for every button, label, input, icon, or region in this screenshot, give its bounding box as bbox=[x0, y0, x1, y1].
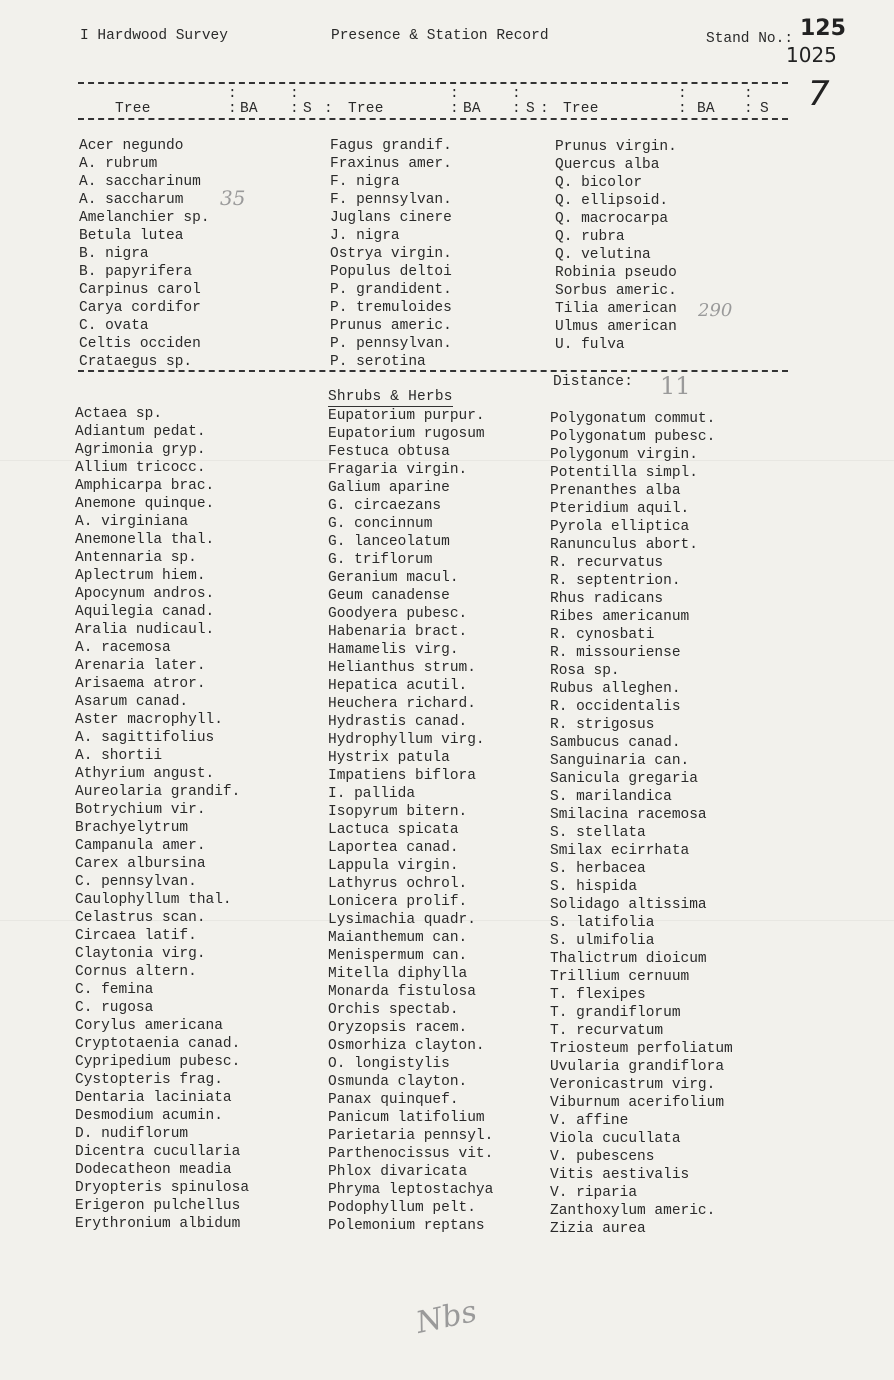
species-name: Tilia american bbox=[555, 301, 677, 317]
col-header-s: S bbox=[760, 101, 769, 117]
species-name: Prunus virgin. bbox=[555, 139, 677, 155]
species-name: S. herbacea bbox=[550, 861, 646, 877]
species-name: B. nigra bbox=[79, 246, 149, 262]
stand-label: Stand No.: bbox=[706, 31, 794, 47]
species-name: Phryma leptostachya bbox=[328, 1182, 494, 1198]
species-name: Circaea latif. bbox=[75, 928, 197, 944]
species-name: Heuchera richard. bbox=[328, 696, 476, 712]
pencil-distance-value: 11 bbox=[660, 372, 691, 400]
species-name: Sanicula gregaria bbox=[550, 771, 698, 787]
species-name: Festuca obtusa bbox=[328, 444, 450, 460]
header-rule-top bbox=[78, 82, 788, 84]
species-name: Parthenocissus vit. bbox=[328, 1146, 494, 1162]
species-name: Polygonatum commut. bbox=[550, 411, 716, 427]
pencil-ba-value: 35 bbox=[220, 186, 246, 210]
col-header-ba: BA bbox=[463, 101, 481, 117]
species-name: B. papyrifera bbox=[79, 264, 193, 280]
col-sep: : bbox=[744, 101, 753, 117]
species-name: U. fulva bbox=[555, 337, 625, 353]
col-sep-dots: : bbox=[450, 86, 459, 102]
col-sep-dots: : bbox=[512, 86, 521, 102]
species-name: C. femina bbox=[75, 982, 154, 998]
shrubs-herbs-heading: Shrubs & Herbs bbox=[328, 389, 453, 405]
species-name: Cornus altern. bbox=[75, 964, 197, 980]
species-name: Geum canadense bbox=[328, 588, 450, 604]
species-name: Solidago altissima bbox=[550, 897, 707, 913]
species-name: Dodecatheon meadia bbox=[75, 1162, 232, 1178]
col-header-tree: Tree bbox=[348, 101, 384, 117]
species-name: T. grandiflorum bbox=[550, 1005, 681, 1021]
species-name: Panax quinquef. bbox=[328, 1092, 459, 1108]
survey-title: I Hardwood Survey bbox=[80, 28, 228, 44]
species-name: Dicentra cucullaria bbox=[75, 1144, 241, 1160]
species-name: Pyrola elliptica bbox=[550, 519, 690, 535]
species-name: Ribes americanum bbox=[550, 609, 690, 625]
species-name: S. stellata bbox=[550, 825, 646, 841]
species-name: Lonicera prolif. bbox=[328, 894, 468, 910]
tree-column-2 bbox=[330, 137, 452, 371]
species-name: Menispermum can. bbox=[328, 948, 468, 964]
species-name: Panicum latifolium bbox=[328, 1110, 485, 1126]
species-name: Lathyrus ochrol. bbox=[328, 876, 468, 892]
col-sep: : bbox=[290, 101, 299, 117]
species-name: Zanthoxylum americ. bbox=[550, 1203, 716, 1219]
species-name: Carya cordifor bbox=[79, 300, 201, 316]
stand-number-alt: 1025 bbox=[786, 43, 837, 67]
species-name: S. marilandica bbox=[550, 789, 672, 805]
species-name: Anemonella thal. bbox=[75, 532, 215, 548]
col-header-tree: Tree bbox=[563, 101, 599, 117]
col-header-ba: BA bbox=[697, 101, 715, 117]
col-sep: : bbox=[512, 101, 521, 117]
col-sep: : bbox=[324, 101, 333, 117]
species-name: O. longistylis bbox=[328, 1056, 450, 1072]
species-name: Dryopteris spinulosa bbox=[75, 1180, 250, 1196]
species-name: Smilax ecirrhata bbox=[550, 843, 690, 859]
herb-column-2 bbox=[328, 407, 493, 1235]
species-name: Cystopteris frag. bbox=[75, 1072, 223, 1088]
species-name: Quercus alba bbox=[555, 157, 660, 173]
species-name: Q. velutina bbox=[555, 247, 651, 263]
species-name: Amphicarpa brac. bbox=[75, 478, 215, 494]
species-name: Claytonia virg. bbox=[75, 946, 206, 962]
species-name: Desmodium acumin. bbox=[75, 1108, 223, 1124]
col-sep: : bbox=[450, 101, 459, 117]
stand-number: 125 bbox=[800, 16, 846, 41]
species-name: V. riparia bbox=[550, 1185, 638, 1201]
species-name: Botrychium vir. bbox=[75, 802, 206, 818]
species-name: J. nigra bbox=[330, 228, 400, 244]
col-sep-dots: : bbox=[744, 86, 753, 102]
species-name: Fagus grandif. bbox=[330, 138, 452, 154]
species-name: Sorbus americ. bbox=[555, 283, 677, 299]
species-name: Aster macrophyll. bbox=[75, 712, 223, 728]
species-name: Impatiens biflora bbox=[328, 768, 476, 784]
species-name: Helianthus strum. bbox=[328, 660, 476, 676]
species-name: Asarum canad. bbox=[75, 694, 189, 710]
species-name: Smilacina racemosa bbox=[550, 807, 707, 823]
species-name: Betula lutea bbox=[79, 228, 184, 244]
col-sep: : bbox=[678, 101, 687, 117]
species-name: Cryptotaenia canad. bbox=[75, 1036, 241, 1052]
species-name: P. tremuloides bbox=[330, 300, 452, 316]
species-name: Q. macrocarpa bbox=[555, 211, 669, 227]
species-name: Polygonum virgin. bbox=[550, 447, 698, 463]
species-name: C. rugosa bbox=[75, 1000, 154, 1016]
species-name: Potentilla simpl. bbox=[550, 465, 698, 481]
species-name: Prunus americ. bbox=[330, 318, 452, 334]
species-name: P. serotina bbox=[330, 354, 426, 370]
species-name: Veronicastrum virg. bbox=[550, 1077, 716, 1093]
stand-extra-mark: 7 bbox=[808, 74, 830, 114]
species-name: Amelanchier sp. bbox=[79, 210, 210, 226]
species-name: Osmorhiza clayton. bbox=[328, 1038, 485, 1054]
species-name: Celtis occiden bbox=[79, 336, 201, 352]
species-name: Lappula virgin. bbox=[328, 858, 459, 874]
species-name: Maianthemum can. bbox=[328, 930, 468, 946]
species-name: P. pennsylvan. bbox=[330, 336, 452, 352]
species-name: Aplectrum hiem. bbox=[75, 568, 206, 584]
species-name: T. flexipes bbox=[550, 987, 646, 1003]
col-sep-dots: : bbox=[290, 86, 299, 102]
species-name: Q. bicolor bbox=[555, 175, 643, 191]
species-name: D. nudiflorum bbox=[75, 1126, 189, 1142]
pencil-ba-value: 290 bbox=[698, 300, 733, 321]
species-name: Carex albursina bbox=[75, 856, 206, 872]
species-name: Habenaria bract. bbox=[328, 624, 468, 640]
species-name: Orchis spectab. bbox=[328, 1002, 459, 1018]
species-name: I. pallida bbox=[328, 786, 416, 802]
species-name: Hamamelis virg. bbox=[328, 642, 459, 658]
species-name: Triosteum perfoliatum bbox=[550, 1041, 733, 1057]
species-name: T. recurvatum bbox=[550, 1023, 664, 1039]
species-name: Eupatorium purpur. bbox=[328, 408, 485, 424]
col-header-ba: BA bbox=[240, 101, 258, 117]
species-name: Brachyelytrum bbox=[75, 820, 189, 836]
species-name: A. sagittifolius bbox=[75, 730, 215, 746]
species-name: G. triflorum bbox=[328, 552, 433, 568]
header-rule-bottom bbox=[78, 118, 788, 120]
species-name: Carpinus carol bbox=[79, 282, 201, 298]
species-name: Rubus alleghen. bbox=[550, 681, 681, 697]
species-name: Ranunculus abort. bbox=[550, 537, 698, 553]
species-name: Juglans cinere bbox=[330, 210, 452, 226]
species-name: Aquilegia canad. bbox=[75, 604, 215, 620]
species-name: Trillium cernuum bbox=[550, 969, 690, 985]
species-name: Osmunda clayton. bbox=[328, 1074, 468, 1090]
species-name: Thalictrum dioicum bbox=[550, 951, 707, 967]
species-name: Hydrophyllum virg. bbox=[328, 732, 485, 748]
species-name: Mitella diphylla bbox=[328, 966, 468, 982]
species-name: Prenanthes alba bbox=[550, 483, 681, 499]
species-name: Lactuca spicata bbox=[328, 822, 459, 838]
col-sep: : bbox=[540, 101, 549, 117]
species-name: Hystrix patula bbox=[328, 750, 450, 766]
species-name: Apocynum andros. bbox=[75, 586, 215, 602]
col-sep: : bbox=[228, 101, 237, 117]
species-name: Antennaria sp. bbox=[75, 550, 197, 566]
species-name: Geranium macul. bbox=[328, 570, 459, 586]
species-name: A. saccharum bbox=[79, 192, 184, 208]
species-name: Adiantum pedat. bbox=[75, 424, 206, 440]
species-name: Athyrium angust. bbox=[75, 766, 215, 782]
species-name: V. affine bbox=[550, 1113, 629, 1129]
species-name: Q. rubra bbox=[555, 229, 625, 245]
species-name: Caulophyllum thal. bbox=[75, 892, 232, 908]
species-name: R. recurvatus bbox=[550, 555, 664, 571]
species-name: Ostrya virgin. bbox=[330, 246, 452, 262]
species-name: G. concinnum bbox=[328, 516, 433, 532]
species-name: Crataegus sp. bbox=[79, 354, 193, 370]
species-name: Ulmus american bbox=[555, 319, 677, 335]
species-name: P. grandident. bbox=[330, 282, 452, 298]
record-title: Presence & Station Record bbox=[331, 28, 549, 44]
species-name: R. missouriense bbox=[550, 645, 681, 661]
species-name: A. saccharinum bbox=[79, 174, 201, 190]
species-name: R. strigosus bbox=[550, 717, 655, 733]
species-name: Allium tricocc. bbox=[75, 460, 206, 476]
species-name: Robinia pseudo bbox=[555, 265, 677, 281]
species-name: Viburnum acerifolium bbox=[550, 1095, 725, 1111]
species-name: Podophyllum pelt. bbox=[328, 1200, 476, 1216]
species-name: Populus deltoi bbox=[330, 264, 452, 280]
tree-column-1 bbox=[79, 137, 210, 371]
species-name: Arisaema atror. bbox=[75, 676, 206, 692]
species-name: F. pennsylvan. bbox=[330, 192, 452, 208]
species-name: Vitis aestivalis bbox=[550, 1167, 690, 1183]
species-name: A. virginiana bbox=[75, 514, 189, 530]
species-name: Rhus radicans bbox=[550, 591, 664, 607]
species-name: Laportea canad. bbox=[328, 840, 459, 856]
pencil-bottom-note: Nbs bbox=[413, 1294, 480, 1341]
species-name: C. ovata bbox=[79, 318, 149, 334]
herb-column-1 bbox=[75, 405, 249, 1233]
species-name: Cypripedium pubesc. bbox=[75, 1054, 241, 1070]
species-name: Fragaria virgin. bbox=[328, 462, 468, 478]
col-header-s: S bbox=[303, 101, 312, 117]
col-header-s: S bbox=[526, 101, 535, 117]
species-name: G. circaezans bbox=[328, 498, 442, 514]
species-name: Monarda fistulosa bbox=[328, 984, 476, 1000]
species-name: Erigeron pulchellus bbox=[75, 1198, 241, 1214]
species-name: R. septentrion. bbox=[550, 573, 681, 589]
species-name: Pteridium aquil. bbox=[550, 501, 690, 517]
species-name: Celastrus scan. bbox=[75, 910, 206, 926]
col-header-tree: Tree bbox=[115, 101, 151, 117]
species-name: Anemone quinque. bbox=[75, 496, 215, 512]
col-sep-dots: : bbox=[228, 86, 237, 102]
species-name: Goodyera pubesc. bbox=[328, 606, 468, 622]
species-name: S. hispida bbox=[550, 879, 638, 895]
species-name: R. cynosbati bbox=[550, 627, 655, 643]
species-name: Galium aparine bbox=[328, 480, 450, 496]
species-name: Eupatorium rugosum bbox=[328, 426, 485, 442]
species-name: Fraxinus amer. bbox=[330, 156, 452, 172]
species-name: Erythronium albidum bbox=[75, 1216, 241, 1232]
species-name: S. latifolia bbox=[550, 915, 655, 931]
species-name: C. pennsylvan. bbox=[75, 874, 197, 890]
species-name: Uvularia grandiflora bbox=[550, 1059, 725, 1075]
species-name: Sanguinaria can. bbox=[550, 753, 690, 769]
species-name: Rosa sp. bbox=[550, 663, 620, 679]
species-name: Polemonium reptans bbox=[328, 1218, 485, 1234]
species-name: Actaea sp. bbox=[75, 406, 163, 422]
species-name: A. shortii bbox=[75, 748, 163, 764]
species-name: Arenaria later. bbox=[75, 658, 206, 674]
herb-column-3 bbox=[550, 410, 733, 1238]
species-name: Q. ellipsoid. bbox=[555, 193, 669, 209]
species-name: Acer negundo bbox=[79, 138, 184, 154]
species-name: Corylus americana bbox=[75, 1018, 223, 1034]
species-name: A. rubrum bbox=[79, 156, 158, 172]
species-name: Zizia aurea bbox=[550, 1221, 646, 1237]
species-name: S. ulmifolia bbox=[550, 933, 655, 949]
col-sep-dots: : bbox=[678, 86, 687, 102]
species-name: Hydrastis canad. bbox=[328, 714, 468, 730]
species-name: Aralia nudicaul. bbox=[75, 622, 215, 638]
species-name: Viola cucullata bbox=[550, 1131, 681, 1147]
tree-column-3 bbox=[555, 138, 677, 354]
species-name: Oryzopsis racem. bbox=[328, 1020, 468, 1036]
species-name: F. nigra bbox=[330, 174, 400, 190]
species-name: Phlox divaricata bbox=[328, 1164, 468, 1180]
distance-label: Distance: bbox=[553, 374, 634, 390]
species-name: Hepatica acutil. bbox=[328, 678, 468, 694]
species-name: Parietaria pennsyl. bbox=[328, 1128, 494, 1144]
species-name: Aureolaria grandif. bbox=[75, 784, 241, 800]
species-name: Sambucus canad. bbox=[550, 735, 681, 751]
species-name: Campanula amer. bbox=[75, 838, 206, 854]
species-name: Agrimonia gryp. bbox=[75, 442, 206, 458]
species-name: R. occidentalis bbox=[550, 699, 681, 715]
species-name: A. racemosa bbox=[75, 640, 171, 656]
species-name: Lysimachia quadr. bbox=[328, 912, 476, 928]
species-name: Polygonatum pubesc. bbox=[550, 429, 716, 445]
species-name: V. pubescens bbox=[550, 1149, 655, 1165]
species-name: Isopyrum bitern. bbox=[328, 804, 468, 820]
species-name: G. lanceolatum bbox=[328, 534, 450, 550]
species-name: Dentaria laciniata bbox=[75, 1090, 232, 1106]
